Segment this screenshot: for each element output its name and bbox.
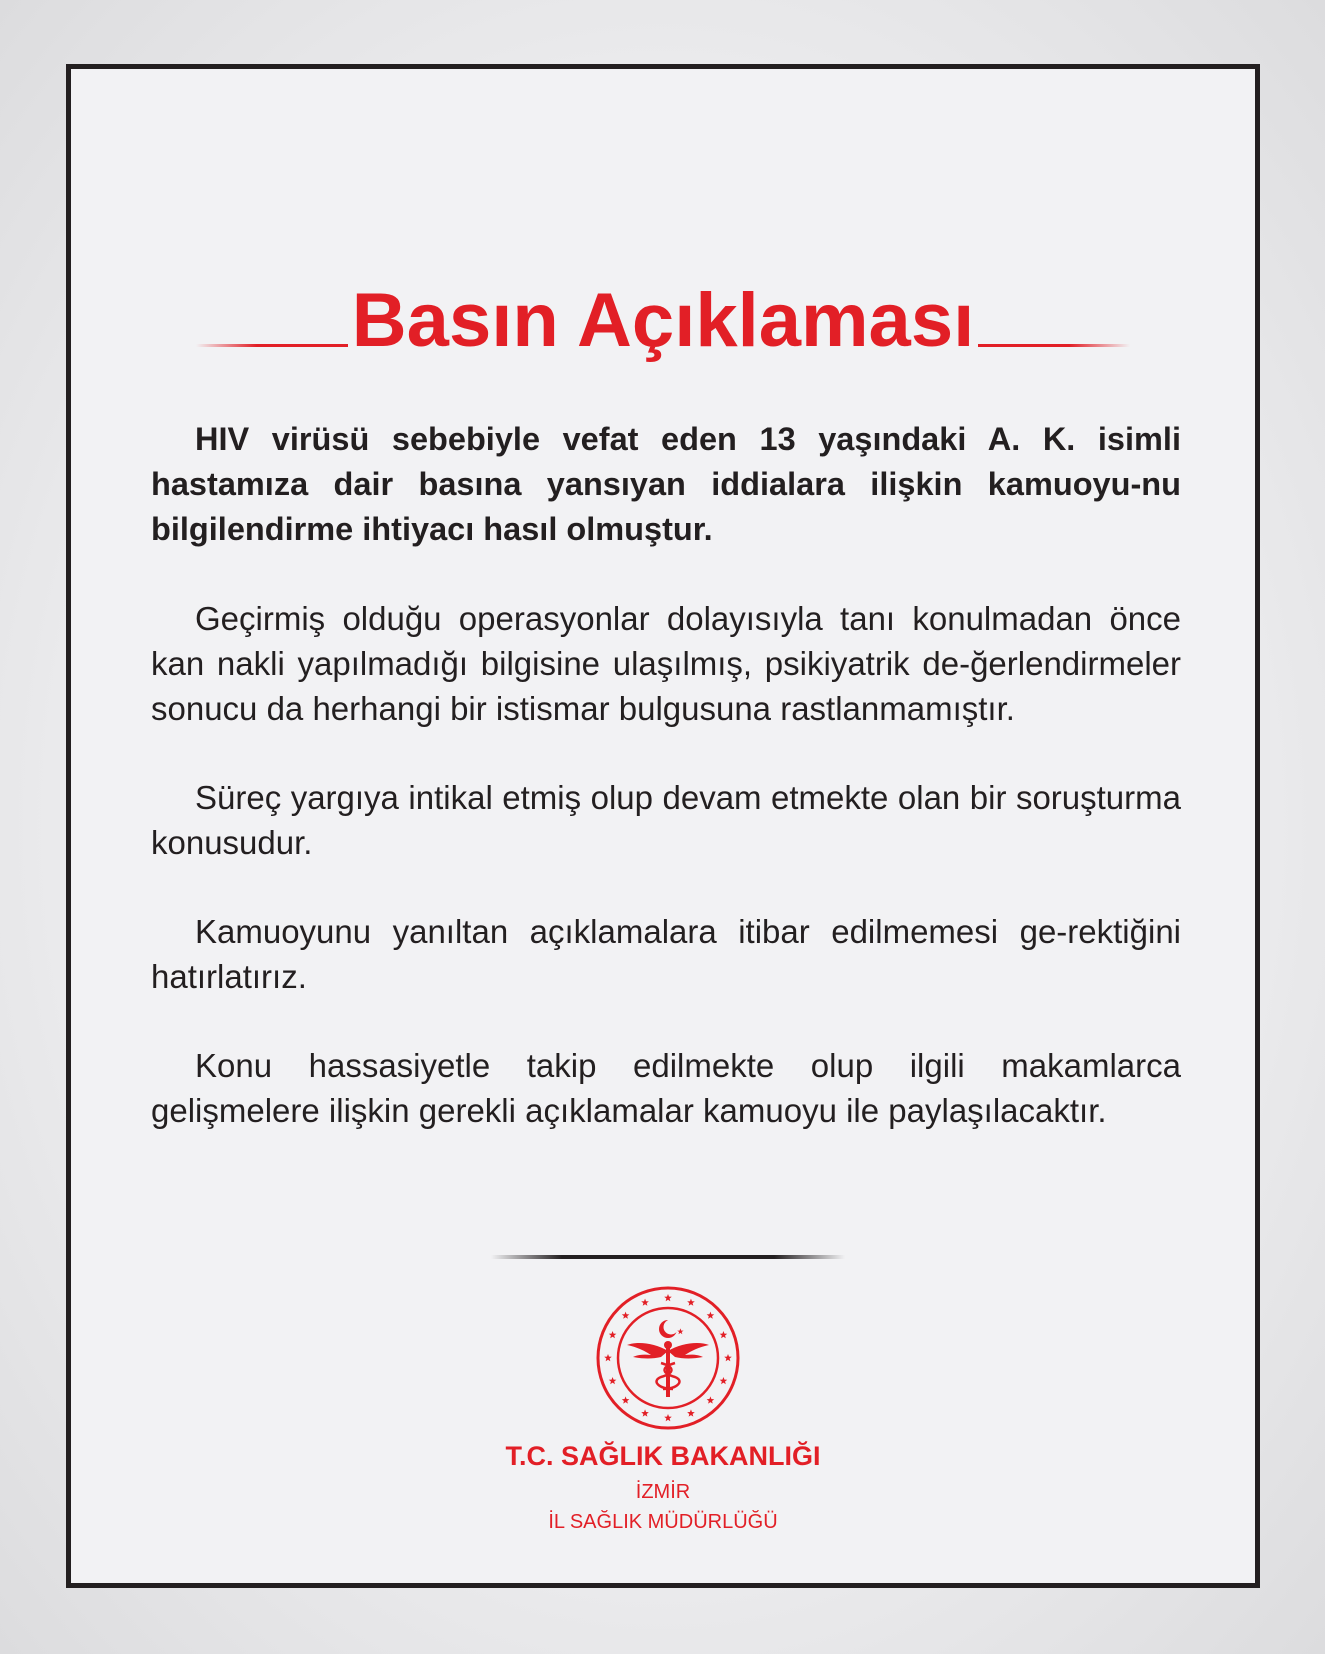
emblem-star	[664, 1294, 672, 1301]
paragraph-judicial: Süreç yargıya intikal etmiş olup devam etmekte olan bir soruşturma konusudur.	[151, 779, 1181, 861]
emblem-star	[707, 1396, 715, 1403]
title-divider-left	[196, 344, 348, 347]
emblem-star	[641, 1299, 649, 1306]
emblem-star	[622, 1396, 630, 1403]
statement-body	[151, 417, 1181, 1177]
emblem-star	[622, 1312, 630, 1319]
organization-city: İZMİR	[635, 1481, 691, 1503]
organization-name: T.C. SAĞLIK BAKANLIĞI	[505, 1441, 821, 1471]
paragraph-intro: HIV virüsü sebebiyle vefat eden 13 yaşındaki A. K. isimli hastamıza dair basına yansıyan iddialara ilişkin kamuoyu-nu bilgilendirme ihtiyacı hasıl olmuştur.	[151, 421, 1181, 547]
document-frame	[66, 64, 1260, 1588]
title-row	[71, 278, 1255, 363]
emblem-star	[664, 1414, 672, 1421]
emblem-star	[720, 1331, 728, 1338]
footer-separator	[491, 1255, 845, 1259]
emblem-star	[720, 1377, 728, 1384]
paragraph-warning: Kamuoyunu yanıltan açıklamalara itibar edilmemesi ge-rektiğini hatırlatırız.	[151, 913, 1181, 995]
organization-department: İL SAĞLIK MÜDÜRLÜĞÜ	[548, 1511, 778, 1533]
page-title: Basın Açıklaması	[351, 278, 975, 363]
emblem-star	[604, 1354, 612, 1361]
ministry-of-health-emblem-icon	[595, 1285, 741, 1431]
emblem-star	[609, 1377, 617, 1384]
emblem-star	[687, 1409, 695, 1416]
emblem-star	[687, 1299, 695, 1306]
paragraph-findings: Geçirmiş olduğu operasyonlar dolayısıyla tanı konulmadan önce kan nakli yapılmadığı bilgisine ulaşılmış, psikiyatrik de-ğerlendirmeler sonucu da herhangi bir istismar bulgusuna rastlanmamıştır.	[151, 600, 1181, 727]
title-divider-right	[978, 344, 1130, 347]
emblem-star	[707, 1312, 715, 1319]
emblem-star	[641, 1409, 649, 1416]
emblem-star	[609, 1331, 617, 1338]
paragraph-followup: Konu hassasiyetle takip edilmekte olup ilgili makamlarca gelişmelere ilişkin gerekli açıklamalar kamuoyu ile paylaşılacaktır.	[151, 1047, 1181, 1129]
emblem-star	[724, 1354, 732, 1361]
